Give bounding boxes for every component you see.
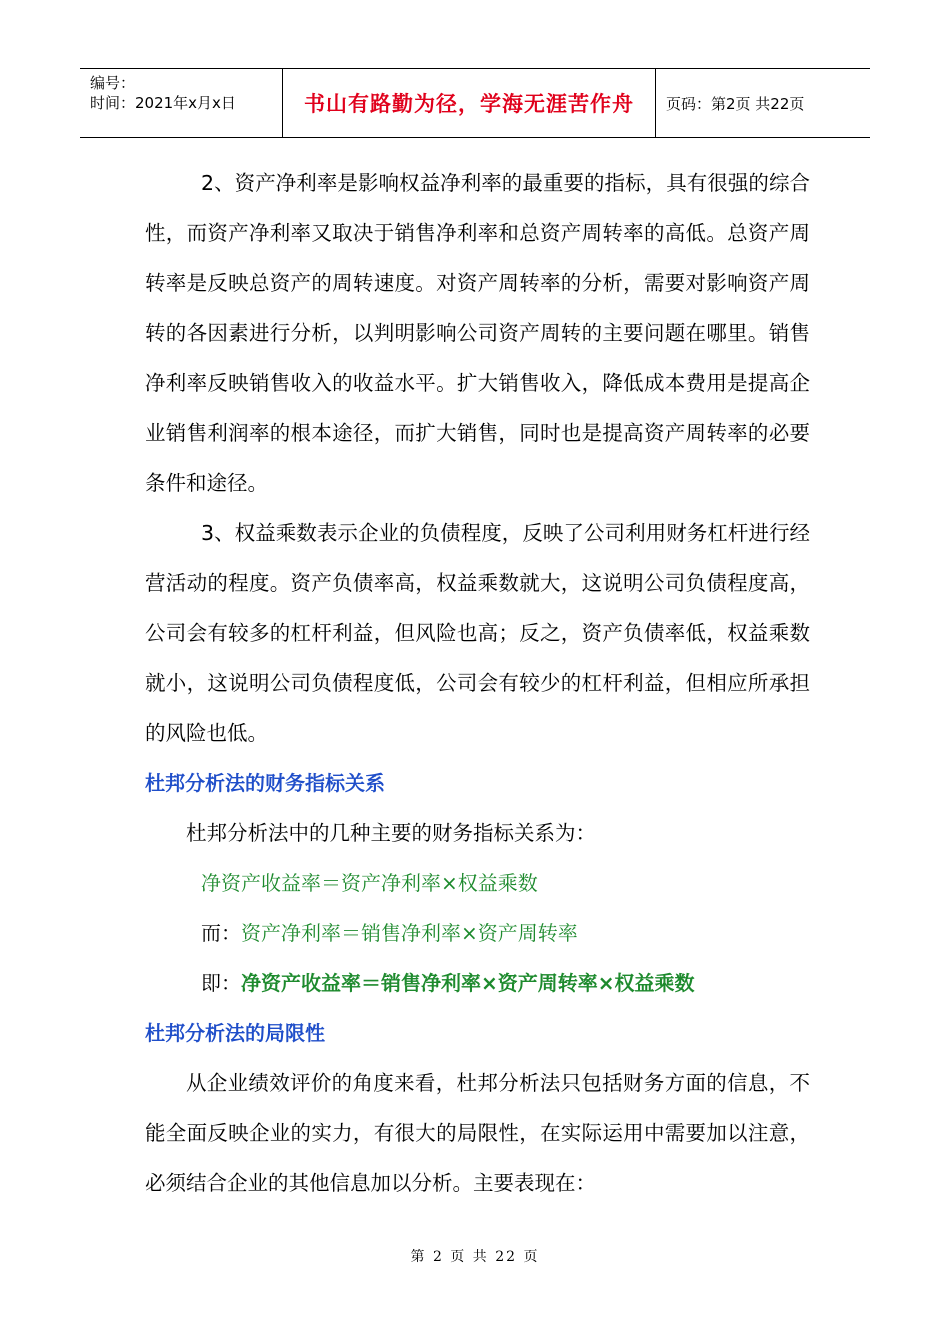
header-page-info xyxy=(656,69,870,137)
formula-dupont-prefix: 即： xyxy=(201,971,241,995)
document-body xyxy=(145,158,810,1208)
formula-roe: 净资产收益率＝资产净利率×权益乘数 xyxy=(201,871,538,895)
formula-dupont-text: 净资产收益率＝销售净利率×资产周转率×权益乘数 xyxy=(241,971,695,995)
section-heading-relations: 杜邦分析法的财务指标关系 xyxy=(145,771,385,795)
page-info-text: 页码：第2页 共22页 xyxy=(666,94,805,113)
header-motto xyxy=(283,69,656,137)
number-label: 编号： xyxy=(90,74,136,92)
header-meta xyxy=(80,69,283,137)
formula-roa xyxy=(145,908,810,958)
formula-roa-text: 资产净利率＝销售净利率×资产周转率 xyxy=(241,921,578,945)
formula-dupont xyxy=(145,958,810,1008)
limitations-paragraph: 从企业绩效评价的角度来看，杜邦分析法只包括财务方面的信息，不能全面反映企业的实力，有很大的局限性，在实际运用中需要加以注意，必须结合企业的其他信息加以分析。主要表现在： xyxy=(145,1071,810,1195)
formula-roa-prefix: 而： xyxy=(201,921,241,945)
paragraph-3: 3、权益乘数表示企业的负债程度，反映了公司利用财务杠杆进行经营活动的程度。资产负债率高，权益乘数就大，这说明公司负债程度高，公司会有较多的杠杆利益，但风险也高；反之，资产负债率低，权益乘数就小，这说明公司负债程度低，公司会有较少的杠杆利益，但相应所承担的风险也低。 xyxy=(145,521,810,745)
date-label: 时间：2021年x月x日 xyxy=(90,94,236,112)
page-header xyxy=(80,68,870,138)
section-heading-limitations: 杜邦分析法的局限性 xyxy=(145,1021,325,1045)
motto-text: 书山有路勤为径，学海无涯苦作舟 xyxy=(304,92,634,116)
paragraph-2: 2、资产净利率是影响权益净利率的最重要的指标，具有很强的综合性，而资产净利率又取决于销售净利率和总资产周转率的高低。总资产周转率是反映总资产的周转速度。对资产周转率的分析，需要对影响资产周转的各因素进行分析，以判明影响公司资产周转的主要问题在哪里。销售净利率反映销售收入的收益水平。扩大销售收入，降低成本费用是提高企业销售利润率的根本途径，而扩大销售，同时也是提高资产周转率的必要条件和途径。 xyxy=(145,171,810,495)
page-footer: 第 2 页 共 22 页 xyxy=(410,1249,540,1265)
section-intro: 杜邦分析法中的几种主要的财务指标关系为： xyxy=(186,821,596,845)
